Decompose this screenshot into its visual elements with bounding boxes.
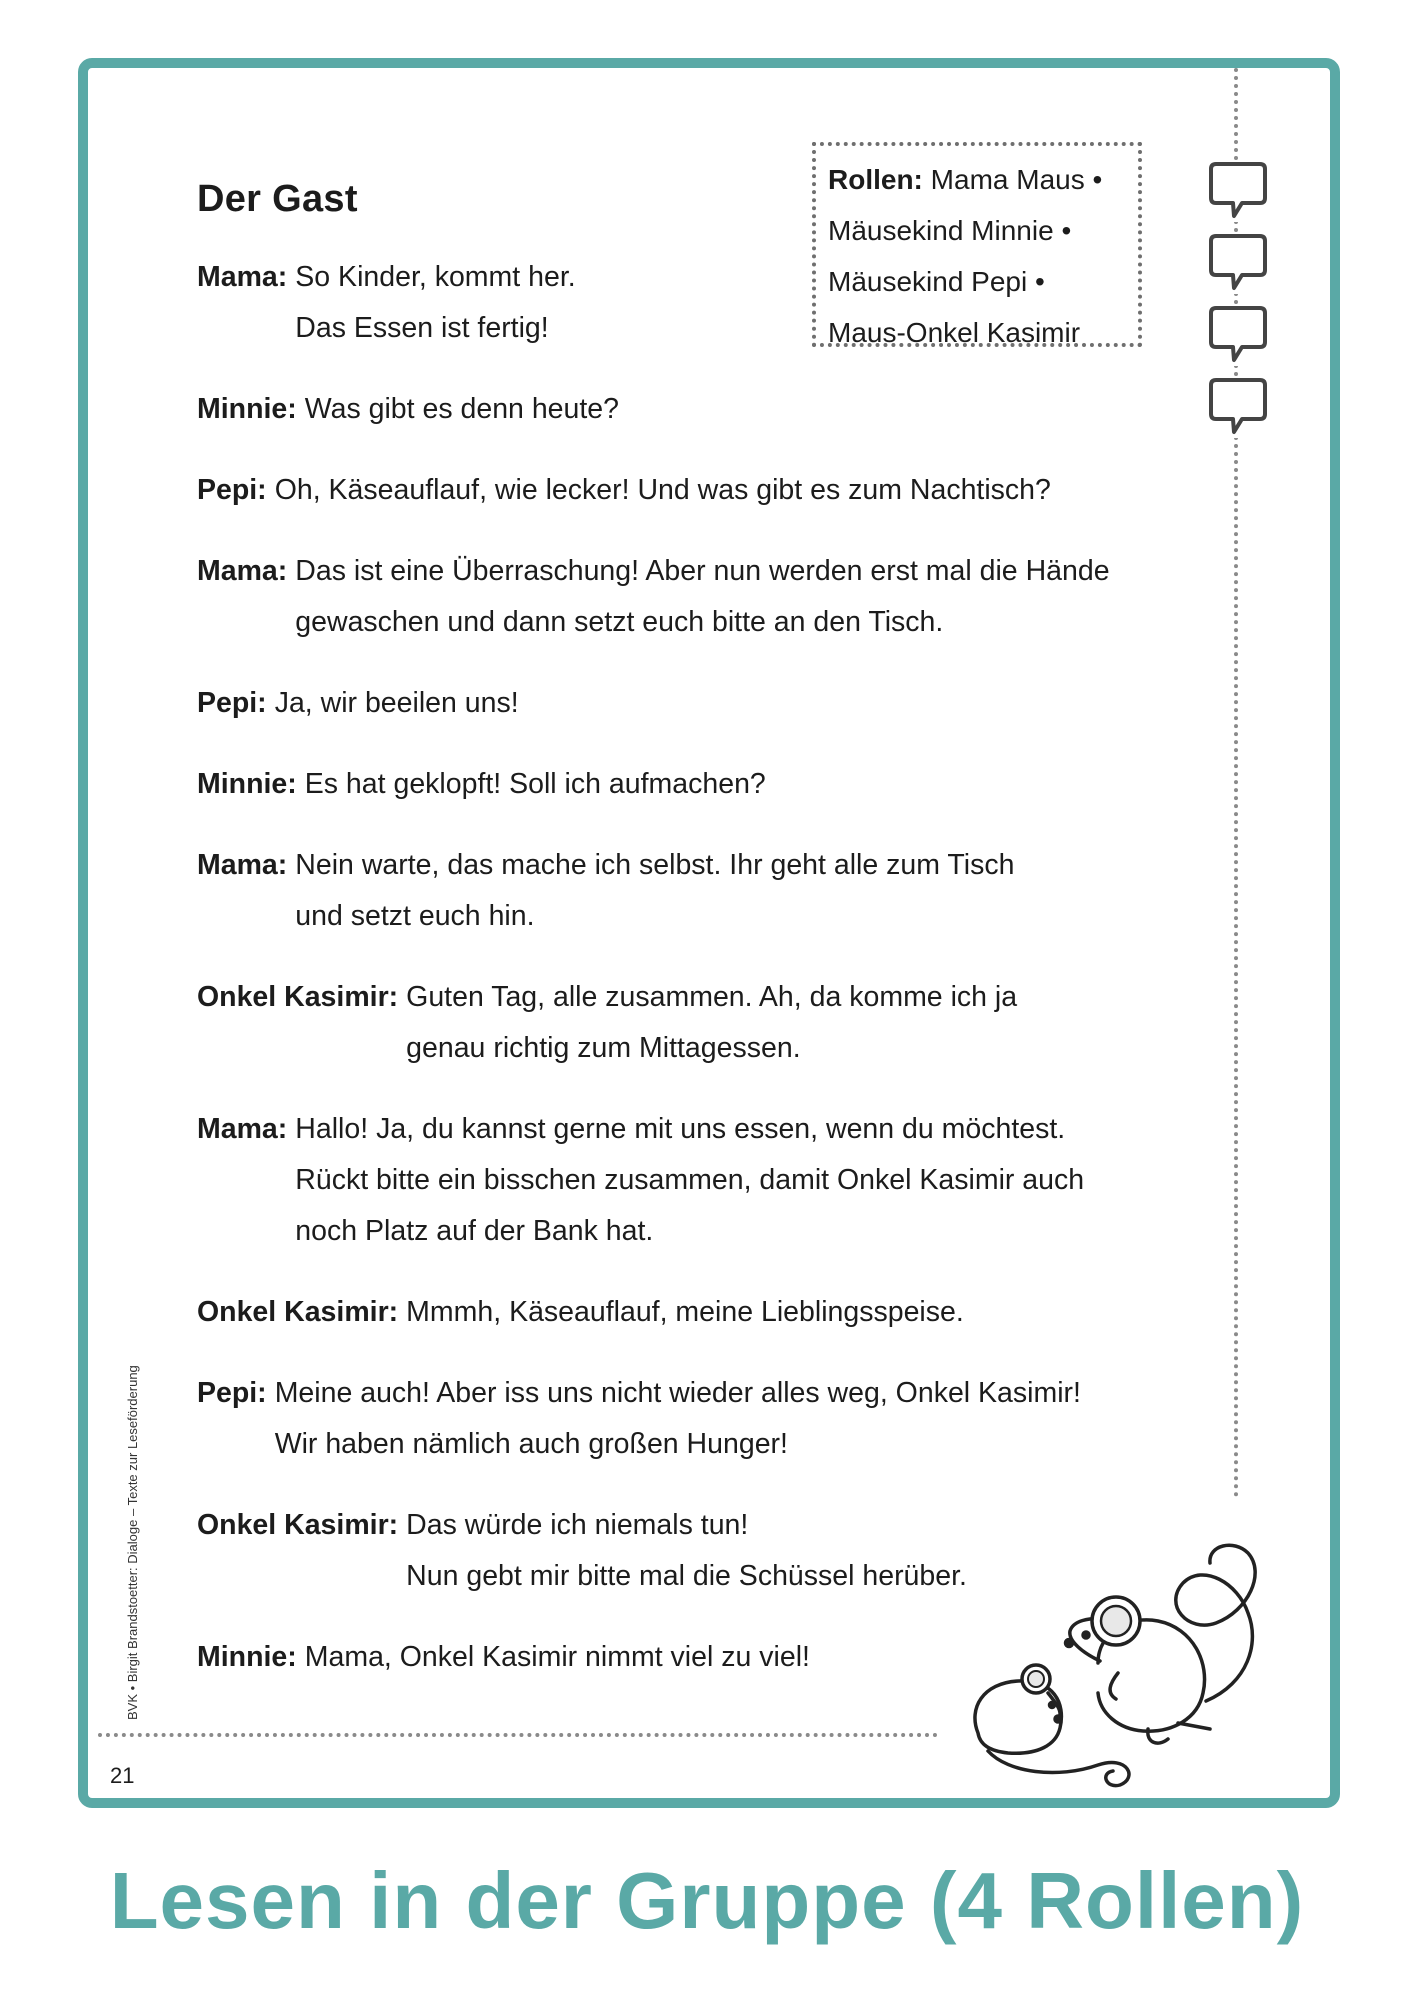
speaker-name: Mama: xyxy=(197,261,288,293)
dialog-entry xyxy=(197,1287,1197,1338)
worksheet-title: Der Gast xyxy=(197,178,358,220)
role-item: Mäusekind Pepi • xyxy=(828,266,1045,297)
dialog-entry xyxy=(197,840,1197,942)
role-item: Mama Maus • xyxy=(930,164,1103,195)
dialog-line: Das Essen ist fertig! xyxy=(295,312,549,344)
dialog-text xyxy=(295,252,1197,354)
dialog-list xyxy=(197,252,1197,1713)
speech-bubble-icon xyxy=(1208,304,1268,366)
dialog-line: Ja, wir beeilen uns! xyxy=(274,687,519,719)
dialog-text xyxy=(295,1104,1197,1257)
speaker-name: Pepi: xyxy=(197,474,267,506)
dialog-line: Es hat geklopft! Soll ich aufmachen? xyxy=(304,768,766,800)
dialog-line: Das ist eine Überraschung! Aber nun werden erst mal die Hände xyxy=(295,555,1110,587)
speech-bubble-icon xyxy=(1208,232,1268,294)
speaker-name: Onkel Kasimir: xyxy=(197,1296,399,1328)
dialog-line: und setzt euch hin. xyxy=(295,900,535,932)
dialog-text xyxy=(275,465,1197,516)
dialog-line: Hallo! Ja, du kannst gerne mit uns essen, wenn du möchtest. xyxy=(295,1113,1066,1145)
speaker-name: Onkel Kasimir: xyxy=(197,1509,399,1541)
dialog-line: Guten Tag, alle zusammen. Ah, da komme ich ja xyxy=(406,981,1018,1013)
dialog-text xyxy=(275,678,1197,729)
speech-bubble-icon xyxy=(1208,160,1268,222)
dialog-line: noch Platz auf der Bank hat. xyxy=(295,1215,654,1247)
speaker-name: Pepi: xyxy=(197,687,267,719)
dialog-entry xyxy=(197,546,1197,648)
speaker-name: Mama: xyxy=(197,555,288,587)
dialog-line: Nein warte, das mache ich selbst. Ihr geht alle zum Tisch xyxy=(295,849,1015,881)
roles-line-1 xyxy=(828,154,1138,205)
dialog-line: genau richtig zum Mittagessen. xyxy=(406,1032,801,1064)
dialog-line: Das würde ich niemals tun! xyxy=(406,1509,749,1541)
dialog-text xyxy=(305,384,1197,435)
speech-bubble-icon xyxy=(1208,376,1268,438)
role-item: Maus-Onkel Kasimir xyxy=(828,317,1081,348)
dialog-line: Mama, Onkel Kasimir nimmt viel zu viel! xyxy=(304,1641,810,1673)
dialog-line: Meine auch! Aber iss uns nicht wieder alles weg, Onkel Kasimir! xyxy=(274,1377,1081,1409)
dialog-entry xyxy=(197,384,1197,435)
speaker-name: Mama: xyxy=(197,849,288,881)
caption-title: Lesen in der Gruppe (4 Rollen) xyxy=(109,1856,1305,1945)
dialog-line: Was gibt es denn heute? xyxy=(304,393,619,425)
dialog-text xyxy=(275,1368,1197,1470)
dialog-entry xyxy=(197,678,1197,729)
page-number: 21 xyxy=(110,1763,135,1788)
dialog-text xyxy=(406,1287,1197,1338)
dialog-line: gewaschen und dann setzt euch bitte an den Tisch. xyxy=(295,606,944,638)
dialog-line: Rückt bitte ein bisschen zusammen, damit Onkel Kasimir auch xyxy=(295,1164,1085,1196)
dialog-text xyxy=(295,840,1197,942)
dialog-entry xyxy=(197,465,1197,516)
role-item: Mäusekind Minnie • xyxy=(828,215,1072,246)
dialog-entry xyxy=(197,252,1197,354)
dialog-line: So Kinder, kommt her. xyxy=(295,261,576,293)
dialog-line: Mmmh, Käseauflauf, meine Lieblingsspeise. xyxy=(406,1296,964,1328)
mouse-illustration xyxy=(948,1533,1308,1803)
speaker-name: Minnie: xyxy=(197,1641,297,1673)
dialog-text xyxy=(305,759,1197,810)
dialog-entry xyxy=(197,1104,1197,1257)
speech-bubbles-group xyxy=(1208,160,1268,448)
dialog-entry xyxy=(197,972,1197,1074)
speaker-name: Onkel Kasimir: xyxy=(197,981,399,1013)
worksheet-frame xyxy=(78,58,1340,1808)
roles-label: Rollen: xyxy=(828,164,923,195)
speaker-name: Minnie: xyxy=(197,393,297,425)
speaker-name: Mama: xyxy=(197,1113,288,1145)
dialog-line: Wir haben nämlich auch großen Hunger! xyxy=(274,1428,788,1460)
speaker-name: Pepi: xyxy=(197,1377,267,1409)
dialog-line: Oh, Käseauflauf, wie lecker! Und was gibt es zum Nachtisch? xyxy=(274,474,1051,506)
dialog-entry xyxy=(197,759,1197,810)
dialog-text xyxy=(406,972,1197,1074)
side-credit: BVK • Birgit Brandstoetter: Dialoge – Texte zur Leseförderung xyxy=(125,1365,140,1720)
horizontal-dotted-divider xyxy=(98,1733,938,1737)
dialog-line: Nun gebt mir bitte mal die Schüssel herüber. xyxy=(406,1560,967,1592)
speaker-name: Minnie: xyxy=(197,768,297,800)
dialog-entry xyxy=(197,1368,1197,1470)
dialog-text xyxy=(295,546,1197,648)
